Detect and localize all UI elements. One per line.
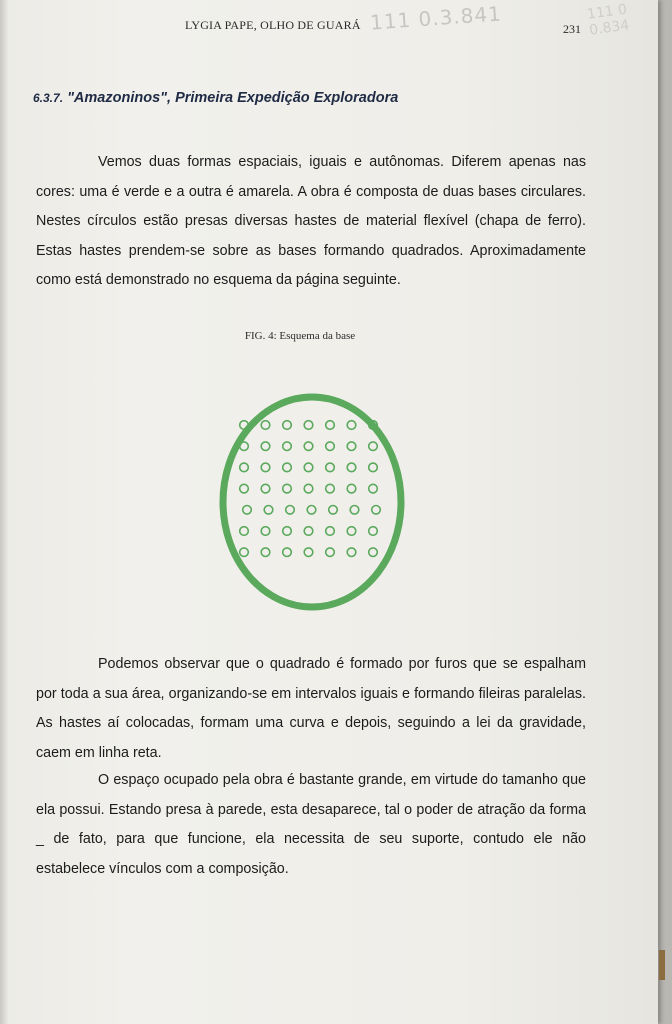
base-hole bbox=[261, 421, 270, 430]
page-edge-tab bbox=[659, 950, 665, 980]
figure-caption: FIG. 4: Esquema da base bbox=[244, 330, 356, 342]
base-hole bbox=[304, 442, 313, 451]
base-hole bbox=[372, 506, 381, 515]
base-hole bbox=[240, 484, 249, 493]
hole-grid bbox=[240, 421, 381, 557]
base-hole bbox=[304, 484, 313, 493]
base-hole bbox=[329, 506, 338, 515]
base-hole bbox=[283, 527, 292, 536]
base-hole bbox=[326, 548, 335, 557]
base-hole bbox=[261, 442, 270, 451]
base-hole bbox=[283, 548, 292, 557]
base-hole bbox=[326, 442, 335, 451]
base-hole bbox=[369, 484, 378, 493]
base-hole bbox=[347, 442, 356, 451]
base-hole bbox=[347, 548, 356, 557]
body-paragraph-3: O espaço ocupado pela obra é bastante grande, em virtude do tamanho que ela possui. Estando presa à parede, esta desaparece, tal o poder de atração da forma _ de fato, para que funcione, ela necessita de seu suporte, contudo ele não estabelece vínculos com a composição. bbox=[36, 772, 586, 877]
base-hole bbox=[240, 463, 249, 472]
archive-stamp: 111 0.3.841 bbox=[369, 1, 503, 35]
base-hole bbox=[283, 484, 292, 493]
archive-stamp-right: 111 0 0.834 bbox=[586, 1, 631, 39]
base-hole bbox=[326, 484, 335, 493]
base-hole bbox=[283, 463, 292, 472]
base-hole bbox=[369, 463, 378, 472]
section-title-text: "Amazoninos", Primeira Expedição Exploradora bbox=[67, 90, 399, 106]
page-gutter bbox=[0, 0, 8, 1024]
base-hole bbox=[304, 463, 313, 472]
base-schema-diagram bbox=[205, 390, 425, 620]
base-hole bbox=[240, 548, 249, 557]
running-head: LYGIA PAPE, OLHO DE GUARÁ bbox=[185, 18, 361, 32]
base-hole bbox=[286, 506, 295, 515]
base-hole bbox=[369, 548, 378, 557]
base-hole bbox=[347, 484, 356, 493]
body-paragraph-2: Podemos observar que o quadrado é formado por furos que se espalham por toda a sua área, organizando-se em intervalos iguais e formando fileiras paralelas. As hastes aí colocadas, formam uma curva e depois, seguindo a lei da gravidade, caem em linha reta. bbox=[36, 656, 586, 761]
base-hole bbox=[261, 548, 270, 557]
base-hole bbox=[304, 421, 313, 430]
base-hole bbox=[240, 527, 249, 536]
base-hole bbox=[307, 506, 316, 515]
base-hole bbox=[261, 527, 270, 536]
body-paragraph-1: Vemos duas formas espaciais, iguais e autônomas. Diferem apenas nas cores: uma é verde e a outra é amarela. A obra é composta de duas bases circulares. Nestes círculos estão presas diversas hastes de material flexível (chapa de ferro). Estas hastes prendem-se sobre as bases formando quadrados. Aproximadamente como está demonstrado no esquema da página seguinte. bbox=[36, 154, 586, 289]
base-hole bbox=[261, 484, 270, 493]
base-hole bbox=[264, 506, 273, 515]
page-number: 231 bbox=[563, 22, 581, 36]
base-hole bbox=[326, 421, 335, 430]
base-hole bbox=[283, 442, 292, 451]
base-hole bbox=[347, 527, 356, 536]
section-heading bbox=[33, 90, 398, 106]
base-hole bbox=[326, 463, 335, 472]
base-hole bbox=[369, 442, 378, 451]
base-hole bbox=[326, 527, 335, 536]
base-hole bbox=[347, 421, 356, 430]
base-hole bbox=[243, 506, 252, 515]
section-number: 6.3.7. bbox=[33, 91, 64, 105]
base-hole bbox=[347, 463, 356, 472]
base-hole bbox=[240, 442, 249, 451]
base-hole bbox=[283, 421, 292, 430]
base-hole bbox=[304, 527, 313, 536]
base-hole bbox=[261, 463, 270, 472]
base-hole bbox=[304, 548, 313, 557]
base-hole bbox=[369, 527, 378, 536]
base-hole bbox=[350, 506, 359, 515]
